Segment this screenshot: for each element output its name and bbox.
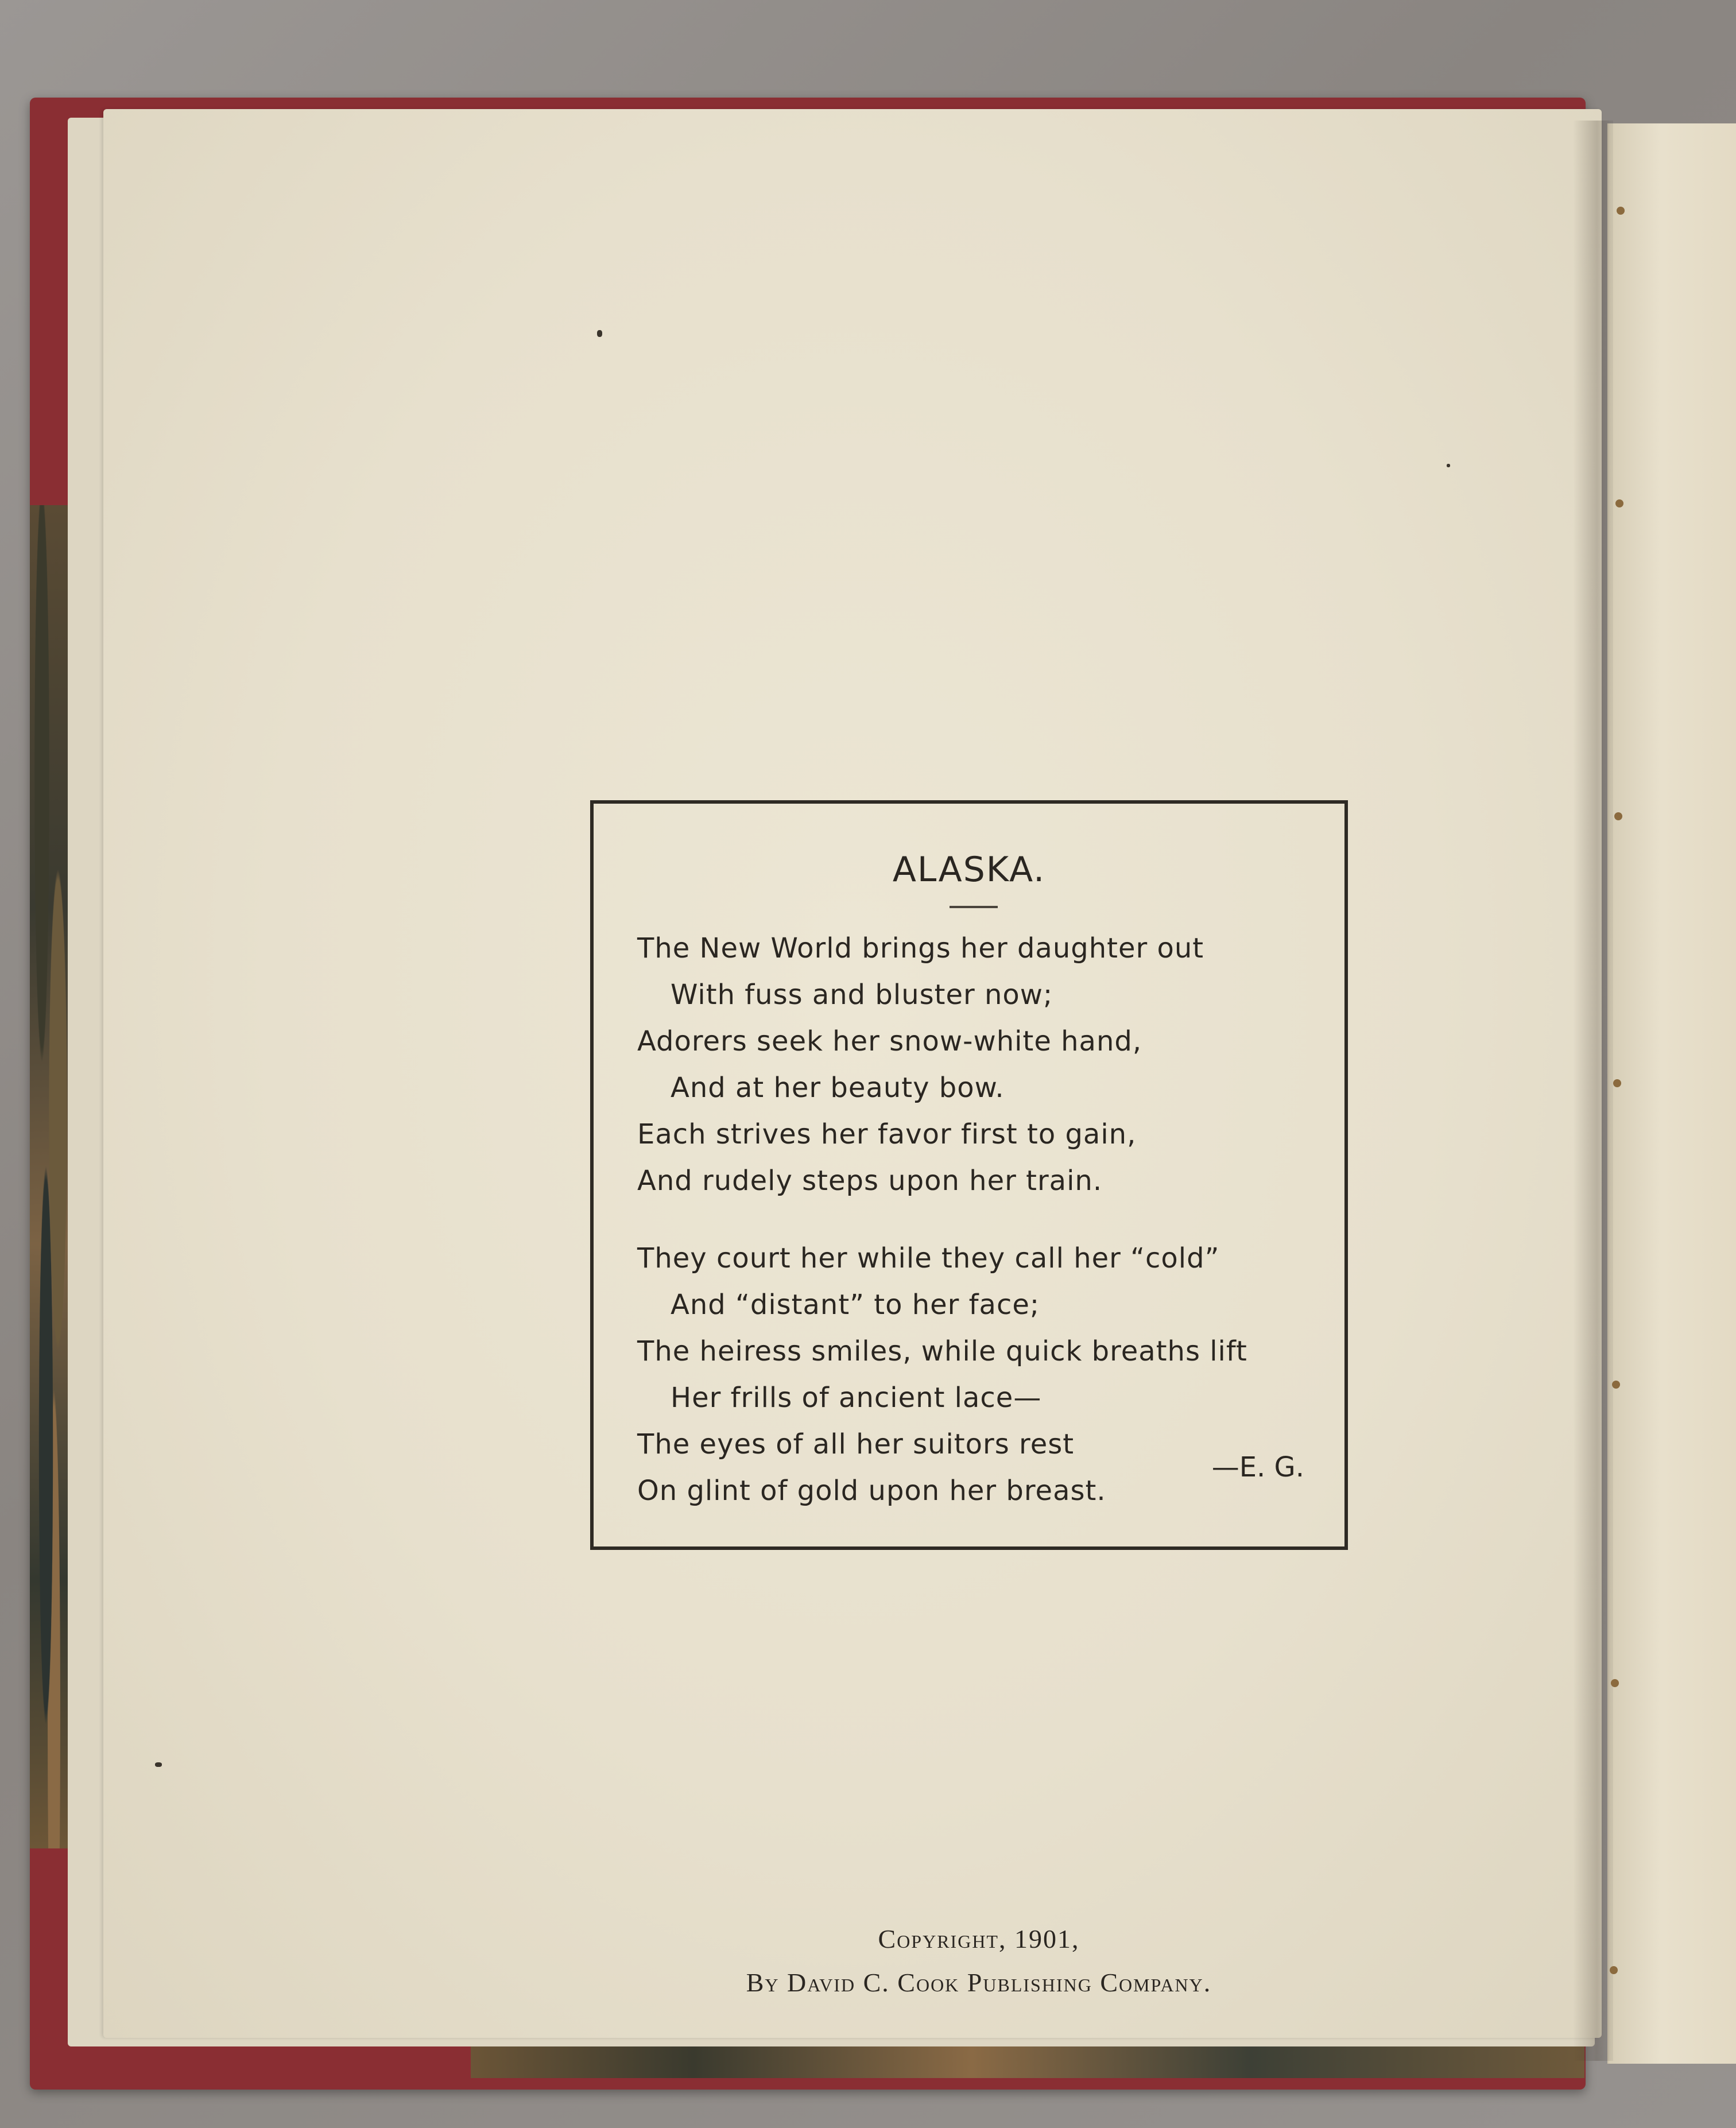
poem-line: And at her beauty bow.: [671, 1072, 1005, 1104]
title-divider: [950, 906, 998, 908]
copyright-notice: [620, 1917, 1338, 2005]
poem-line: The heiress smiles, while quick breaths lift: [637, 1335, 1247, 1367]
poem-line: And rudely steps upon her train.: [637, 1165, 1103, 1197]
poem-line: With fuss and bluster now;: [671, 979, 1053, 1011]
copyright-line: Copyright, 1901,: [878, 1924, 1080, 1953]
binding-stitch: [1613, 1079, 1621, 1087]
marbled-spine: [30, 505, 70, 1848]
poem-title: ALASKA.: [892, 850, 1046, 890]
binding-stitch: [1614, 812, 1622, 820]
marbled-edge: [471, 2044, 1584, 2078]
stanza-1: [637, 925, 1326, 1204]
poem-line: They court her while they call her “cold”: [637, 1242, 1220, 1274]
poem-frame: [590, 800, 1348, 1550]
poem-line: Adorers seek her snow-white hand,: [637, 1025, 1142, 1057]
poem-line: The eyes of all her suitors rest: [637, 1428, 1075, 1460]
poem-line: On glint of gold upon her breast.: [637, 1475, 1106, 1507]
binding-stitch: [1615, 499, 1623, 507]
poem-line: Her frills of ancient lace—: [671, 1382, 1042, 1414]
binding-stitch: [1610, 1966, 1618, 1974]
facing-page: [1607, 123, 1736, 2064]
poem-line: And “distant” to her face;: [671, 1289, 1040, 1321]
binding-stitch: [1612, 1381, 1620, 1389]
page-speck: [155, 1762, 162, 1767]
page-speck: [597, 330, 602, 337]
page-speck: [1447, 464, 1450, 467]
poem-line: The New World brings her daughter out: [637, 932, 1204, 964]
gutter-shadow: [1573, 121, 1613, 2061]
publisher-line: By David C. Cook Publishing Company.: [746, 1968, 1212, 1997]
binding-stitch: [1611, 1679, 1619, 1687]
binding-stitch: [1617, 207, 1625, 215]
book-page: [103, 109, 1602, 2038]
poem-signature: —E. G.: [1211, 1451, 1304, 1483]
poem-line: Each strives her favor first to gain,: [637, 1118, 1137, 1150]
